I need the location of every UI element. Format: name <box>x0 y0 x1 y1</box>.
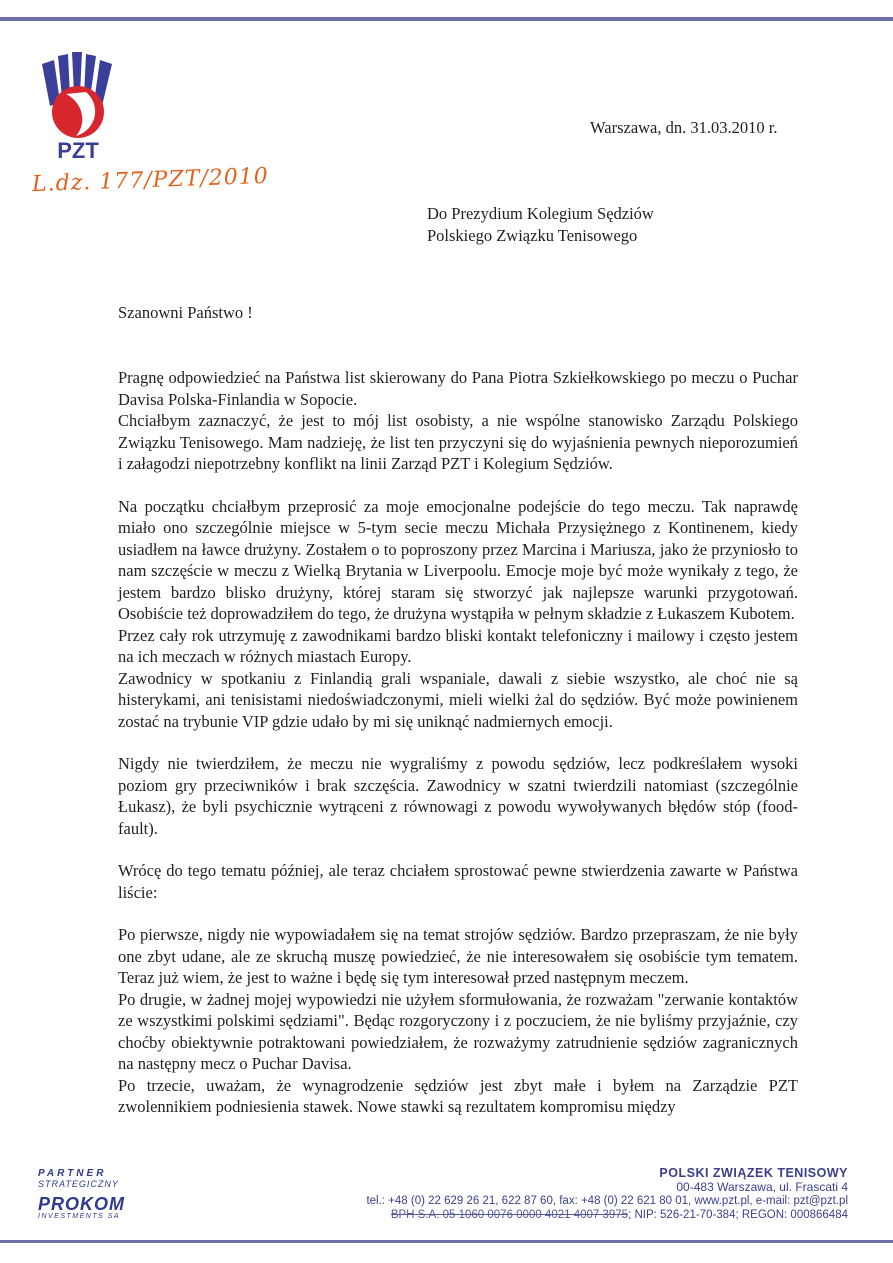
paragraph <box>118 924 798 1118</box>
paragraph <box>118 496 798 733</box>
ids-line: ; NIP: 526-21-70-384; REGON: 000866484 <box>628 1209 848 1221</box>
svg-text:PZT: PZT <box>57 138 99 162</box>
partner-brand: PROKOM <box>38 1194 125 1214</box>
bank-ids-line <box>366 1208 848 1222</box>
reference-number: L.dz. 177/PZT/2010 <box>31 163 270 198</box>
paragraph-line: Zawodnicy w spotkaniu z Finlandią grali wspaniale, dawali z siebie wszystko, ale choć nie są histerykami, ani tenisistami niedoświadczonymi, mieli wielki żal do sędziów. Być może powinienem zostać na trybunie VIP gdzie udało by mi się uniknąć nadmiernych emocji. <box>118 668 798 731</box>
paragraph-line: Chciałbym zaznaczyć, że jest to mój list osobisty, a nie wspólne stanowisko Zarządu Polskiego Związku Tenisowego. Mam nadzieję, że list ten przyczyni się do wyjaśnienia pewnych nieporozumień i załagodzi niepotrzebny konflikt na linii Zarząd PZT i Kolegium Sędziów. <box>118 411 798 473</box>
salutation: Szanowni Państwo ! <box>118 303 253 322</box>
paragraph <box>118 367 798 475</box>
paragraph <box>118 753 798 839</box>
letter-body <box>118 367 798 1139</box>
pzt-emblem-icon <box>36 50 126 162</box>
bottom-rule <box>0 1240 893 1243</box>
paragraph-line: Po drugie, w żadnej mojej wypowiedzi nie użyłem sformułowania, że rozważam "zerwanie kontaktów ze wszystkimi polskimi sędziami". Będąc rozgoryczony i z poczuciem, że nie byliśmy przyjaźnie, czy choćby obiektywnie potraktowani powiedziałem, że rozważymy zatrudnienie sędziów zagranicznych na następny mecz o Puchar Davisa. <box>118 989 798 1073</box>
paragraph <box>118 860 798 903</box>
contact-line: tel.: +48 (0) 22 629 26 21, 622 87 60, fax: +48 (0) 22 621 80 01, www.pzt.pl, e-mail: pzt@pzt.pl <box>366 1195 848 1207</box>
letter-date: Warszawa, dn. 31.03.2010 r. <box>590 118 778 137</box>
bank-account-struck: BPH S.A. 05 1060 0076 0000 4021 4007 3975 <box>390 1209 629 1221</box>
paragraph-line: Nigdy nie twierdziłem, że meczu nie wygraliśmy z powodu sędziów, lecz podkreślałem wysoki poziom gry przeciwników i brak szczęścia. Zawodnicy w szatni twierdzili natomiast (szczególnie Łukasz), że byli psychicznie wytrąceni z równowagi z powodu wywoływanych błędów stóp (food- fault). <box>118 754 798 838</box>
partner-sub: STRATEGICZNY <box>38 1179 119 1189</box>
org-address: 00-483 Warszawa, ul. Frascati 4 <box>676 1180 848 1194</box>
pzt-logo <box>36 50 126 162</box>
organization-footer <box>366 1166 848 1222</box>
paragraph-line: Na początku chciałbym przeprosić za moje emocjonalne podejście do tego meczu. Tak naprawdę miało ono szczególnie miejsce w 5-tym secie meczu Michała Przysiężnego z Kontinenem, kiedy usiadłem na ławce drużyny. Zostałem o to poproszony przez Marcina i Mariusza, jako że przyniosło to nam szczęście w meczu z Wielką Brytania w Liverpoolu. Emocje moje być może wynikały z tego, że jestem bardzo blisko drużyny, której staram się stworzyć jak najlepsze warunki przygotowań. Osobiście też doprowadziłem do tego, że drużyna wystąpiła w pełnym składzie z Łukaszem Kubotem. <box>118 496 798 623</box>
partner-logo <box>38 1168 125 1220</box>
paragraph-line: Pragnę odpowiedzieć na Państwa list skierowany do Pana Piotra Szkiełkowskiego po meczu o Puchar Davisa Polska-Finlandia w Sopocie. <box>118 368 798 409</box>
partner-label: PARTNER <box>38 1168 107 1179</box>
recipient-line: Do Prezydium Kolegium Sędziów <box>427 204 654 223</box>
recipient-line: Polskiego Związku Tenisowego <box>427 226 638 245</box>
paragraph-line: Przez cały rok utrzymuję z zawodnikami bardzo bliski kontakt telefoniczny i mailowy i często jestem na ich meczach w różnych miastach Europy. <box>118 625 798 666</box>
partner-brand-sub: INVESTMENTS SA <box>38 1213 121 1220</box>
org-name: POLSKI ZWIĄZEK TENISOWY <box>659 1166 848 1180</box>
top-rule <box>0 17 893 21</box>
paragraph-line: Po trzecie, uważam, że wynagrodzenie sędziów jest zbyt małe i byłem na Zarządzie PZT zwolennikiem podniesienia stawek. Nowe stawki są rezultatem kompromisu między <box>118 1075 798 1116</box>
recipient-block <box>427 203 654 247</box>
paragraph-line: Po pierwsze, nigdy nie wypowiadałem się na temat strojów sędziów. Bardzo przepraszam, że nie były one zbyt udane, ale ze skruchą muszę powiedzieć, że nie interesowałem się osobiście tym tematem. Teraz już wiem, że jest to ważne i będę się tym interesował przed następnym meczem. <box>118 925 798 987</box>
paragraph-line: Wrócę do tego tematu później, ale teraz chciałem sprostować pewne stwierdzenia zawarte w Państwa liście: <box>118 861 798 902</box>
